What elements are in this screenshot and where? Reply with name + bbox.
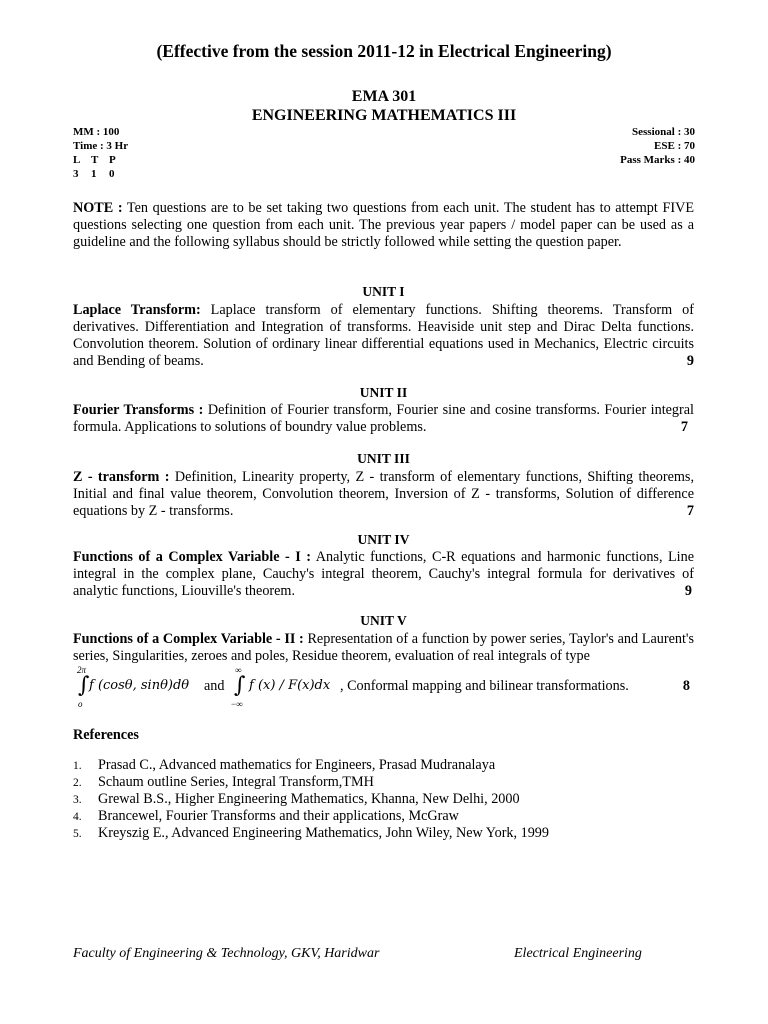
unit-1-marks: 9 — [686, 353, 694, 369]
unit-1-heading: UNIT I — [362, 284, 405, 299]
unit-4-topic: Functions of a Complex Variable - I : — [73, 549, 312, 565]
integral-sign-1: ∫ — [78, 673, 90, 698]
ltp-label-t: T — [91, 154, 99, 166]
reference-item — [73, 757, 549, 774]
ltp-label-p: P — [109, 154, 116, 166]
unit-1-topic: Laplace Transform: — [73, 302, 201, 318]
ltp-value-t: 1 — [91, 168, 97, 180]
reference-text: Prasad C., Advanced mathematics for Engineers, Prasad Mudranalaya — [98, 757, 496, 773]
unit-4-marks: 9 — [684, 583, 692, 599]
unit-3-topic: Z - transform : — [73, 469, 170, 485]
unit-4-heading: UNIT IV — [357, 532, 410, 547]
integral-rest-text: , Conformal mapping and bilinear transformations. — [340, 678, 629, 694]
ltp-labels — [73, 153, 128, 167]
integral-and: and — [204, 678, 225, 694]
integral-sign-2: ∫ — [234, 673, 246, 698]
ltp-values — [73, 167, 128, 181]
course-meta-right — [620, 125, 695, 167]
integral-formula-line — [73, 665, 694, 712]
note-text: Ten questions are to be set taking two questions from each unit. The student has to attempt FIVE questions selecting one question from each unit. The previous year papers / model paper can be used as a guideline and the following syllabus should be strictly followed while setting the question paper. — [73, 200, 694, 250]
unit-3-text: Definition, Linearity property, Z - transform of elementary functions, Shifting theorems, Initial and final value theorem, Convolution theorem, Inversion of Z - transforms, Solution of difference equations by Z - transforms. — [73, 469, 695, 519]
unit-2-text: Definition of Fourier transform, Fourier sine and cosine transforms. Fourier integral formula. Applications to solutions of boundry value problems. — [73, 402, 694, 435]
integral-1-upper-limit: 2π — [77, 665, 87, 675]
note-label: NOTE : — [73, 200, 123, 216]
integral-2-upper-limit: ∞ — [235, 665, 242, 675]
unit-4-text: Analytic functions, C-R equations and harmonic functions, Line integral in the complex plane, Cauchy's integral theorem, Cauchy's integral formula for derivatives of analytic functions, Liouville's theorem. — [73, 549, 694, 599]
unit-5-topic: Functions of a Complex Variable - II : — [73, 631, 304, 647]
course-code: EMA 301 — [351, 88, 417, 105]
note-paragraph — [73, 200, 694, 251]
reference-number: 3. — [73, 794, 82, 806]
reference-item — [73, 808, 549, 825]
reference-item — [73, 825, 549, 842]
footer-faculty: Faculty of Engineering & Technology, GKV, Haridwar — [73, 946, 380, 961]
footer-department: Electrical Engineering — [514, 946, 642, 961]
reference-text: Schaum outline Series, Integral Transform,TMH — [98, 774, 374, 790]
unit-1-text: Laplace transform of elementary functions. Shifting theorems. Transform of derivatives. Differentiation and Integration of transforms. Heaviside unit step and Dirac Delta functions. Convolution theorem. Solution of ordinary linear differential equations used in Mechanics, Electric circuits and Bending of beams. — [73, 302, 694, 369]
reference-text: Kreyszig E., Advanced Engineering Mathematics, John Wiley, New York, 1999 — [98, 825, 549, 841]
reference-number: 5. — [73, 828, 82, 840]
unit-2-heading: UNIT II — [359, 385, 408, 400]
course-title-block — [0, 87, 768, 125]
unit-5-heading: UNIT V — [360, 613, 407, 628]
integral-1-lower-limit: o — [78, 699, 83, 709]
unit-5-content — [73, 631, 694, 665]
references-list — [73, 757, 549, 842]
session-header: (Effective from the session 2011-12 in Electrical Engineering) — [156, 41, 612, 61]
unit-2-content — [73, 402, 694, 436]
reference-number: 1. — [73, 760, 82, 772]
ltp-label-l: L — [73, 154, 81, 166]
unit-5-text: Representation of a function by power series, Taylor's and Laurent's series, Singularities, zeroes and poles, Residue theorem, evaluation of real integrals of type — [73, 631, 694, 664]
unit-3-heading: UNIT III — [357, 451, 410, 466]
max-marks: MM : 100 — [73, 126, 120, 138]
references-title: References — [73, 727, 139, 743]
unit-3-content — [73, 469, 694, 520]
unit-5-marks: 8 — [682, 678, 690, 694]
sessional-marks: Sessional : 30 — [632, 126, 695, 138]
unit-2-topic: Fourier Transforms : — [73, 402, 204, 418]
exam-time: Time : 3 Hr — [73, 140, 129, 152]
ltp-value-p: 0 — [109, 168, 115, 180]
unit-2-marks: 7 — [680, 419, 688, 435]
reference-text: Brancewel, Fourier Transforms and their applications, McGraw — [98, 808, 459, 824]
ltp-value-l: 3 — [73, 168, 79, 180]
unit-3-marks: 7 — [686, 503, 694, 519]
reference-number: 2. — [73, 777, 82, 789]
unit-1-content — [73, 302, 694, 370]
course-meta-left — [73, 125, 128, 181]
pass-marks: Pass Marks : 40 — [620, 154, 695, 166]
integral-2-expression: f (x) / F(x)dx — [249, 678, 331, 693]
integral-2-lower-limit: −∞ — [231, 699, 243, 709]
reference-item — [73, 791, 549, 808]
ese-marks: ESE : 70 — [654, 140, 695, 152]
unit-4-content — [73, 549, 694, 600]
reference-item — [73, 774, 549, 791]
reference-text: Grewal B.S., Higher Engineering Mathematics, Khanna, New Delhi, 2000 — [98, 791, 520, 807]
integral-1-expression: f (cosθ, sinθ)dθ — [89, 678, 190, 693]
reference-number: 4. — [73, 811, 82, 823]
course-title: ENGINEERING MATHEMATICS III — [251, 107, 517, 124]
